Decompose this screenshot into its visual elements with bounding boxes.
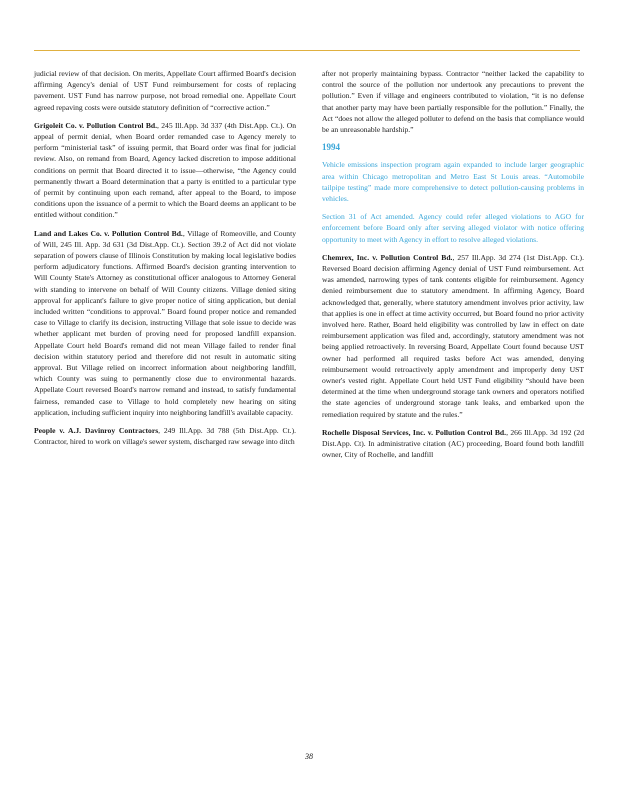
left-column (34, 68, 296, 455)
highlight-paragraph: Section 31 of Act amended. Agency could refer alleged violations to AGO for enforcement before Board only after serving alleged violator with notice offering opportunity to meet with Agency in effort to resolve alleged violations. (322, 212, 584, 244)
right-column (322, 68, 584, 468)
case-name: Grigoleit Co. v. Pollution Control Bd. (34, 120, 158, 130)
case-name: Land and Lakes Co. v. Pollution Control Bd. (34, 228, 183, 238)
paragraph-continuation: after not properly maintaining bypass. Contractor “neither lacked the capability to control the source of the pollution nor undertook any precautions to prevent the pollution.” Even if village and engineers contributed to violation, “it is no defense that another party may have been partially responsible for the pollution.” Finally, the Act “does not allow the alleged polluter to defend on the basis that compliance would be an unreasonable hardship.” (322, 69, 584, 135)
case-entry (34, 120, 296, 221)
case-text: , Village of Romeoville, and County of Will, 245 Ill. App. 3d 631 (3d Dist.App. Ct.). Section 39.2 of Act did not violate separation of powers clause of Illinois Constitution by making local legislative bodies perform adjudicatory functions. Affirmed Board's decision granting intervention to Will County State's Attorney as constitutional officer analogous to Attorney General with standing to intervene on behalf of Will County citizens. Village denied siting approval for applicant's failure to give proper notice of siting application, but denial included written “conditions to approval.” Board found proper notice and remanded case to Village to clarify its decision, instructing Village that sole issue to decide was whether applicant met burden of proving need for proposed landfill expansion. Appellate Court held Board's remand did not mean Village failed to render final decision within statutory period and therefore did not result in automatic siting approval. But Village relied on incorrect information about neighboring landfill, which County was suing to permanently close due to environmental hazards. Appellate Court reversed Board's narrow remand and instead, to satisfy fundamental fairness, remanded case to Village to hold completely new hearing on siting application, including sufficient inquiry into neighboring landfill's available capacity. (34, 228, 296, 417)
case-text: , 245 Ill.App. 3d 337 (4th Dist.App. Ct.). On appeal of permit denial, when Board order remanded case to Agency merely to perform “ministerial task” of issuing permit, that Board order was final for judicial review. Also, on remand from Board, Agency lacked discretion to impose additional conditions on permit that Board directed it to issue—otherwise, “the Agency could permanently thwart a Board determination that a party is entitled to a particular type of permit by continuing upon each remand, after appeal to the Board, to impose conditions upon the issuance of a permit to which the Board deems an applicant to be entitled without condition.” (34, 120, 296, 220)
case-name: People v. A.J. Davinroy Contractors (34, 426, 159, 436)
paragraph-continuation: judicial review of that decision. On merits, Appellate Court affirmed Board's decision affirming Agency's denial of UST Fund reimbursement for costs of replacing pavement. UST Fund has narrow purpose, not broad remedial one. Appellate Court agreed repaving costs were outside statutory definition of “corrective action.” (34, 69, 296, 112)
header-rule (34, 50, 580, 51)
case-entry (322, 252, 584, 420)
case-name: Chemrex, Inc. v. Pollution Control Bd. (322, 252, 453, 262)
page-number: 38 (305, 752, 313, 761)
year-heading: 1994 (322, 142, 340, 153)
case-text: , 257 Ill.App. 3d 274 (1st Dist.App. Ct.). Reversed Board decision affirming Agency denial of UST Fund reimbursement. Act was amended, narrowing types of tank contents eligible for reimbursement. Agency denied reimbursement due to statutory amendment. In affirming Agency, Board acknowledged that, generally, where statutory amendment involves prior activity, law that applies is one in effect at time activity occurred, but Board found no prior activity involved here. Rather, Board held eligibility was controlled by law in effect on date reimbursement application was filed and, accordingly, statutory amendment was not being applied retroactively. In reversing Board, Appellate Court found because UST owner had performed all required tasks before Act was amended, denying reimbursement would retroactively apply amendment and improperly deny UST owner's vested right. Appellate Court held UST Fund eligibility “should have been determined at the time when underground storage tank owners and operators notified the state agencies of underground storage tank leaks, and embarked upon the remediation required by statute and the rules.” (322, 252, 584, 419)
case-text: , 249 Ill.App. 3d 788 (5th Dist.App. Ct.). Contractor, hired to work on village's sewer system, discharged raw sewage into ditch (34, 426, 297, 447)
case-entry (34, 228, 296, 418)
case-text: , 266 Ill.App. 3d 192 (2d Dist.App. Ct). In administrative citation (AC) proceeding, Board found both landfill owner, City of Rochelle, and landfill (322, 427, 585, 460)
case-name: Rochelle Disposal Services, Inc. v. Pollution Control Bd. (322, 427, 507, 437)
case-entry (34, 425, 296, 447)
highlight-paragraph: Vehicle emissions inspection program again expanded to include larger geographic area within Chicago metropolitan and Metro East St Louis areas. “Automobile tailpipe testing” made more comprehensive to detect pollution-causing problems in vehicles. (322, 160, 584, 204)
case-entry (322, 427, 584, 461)
